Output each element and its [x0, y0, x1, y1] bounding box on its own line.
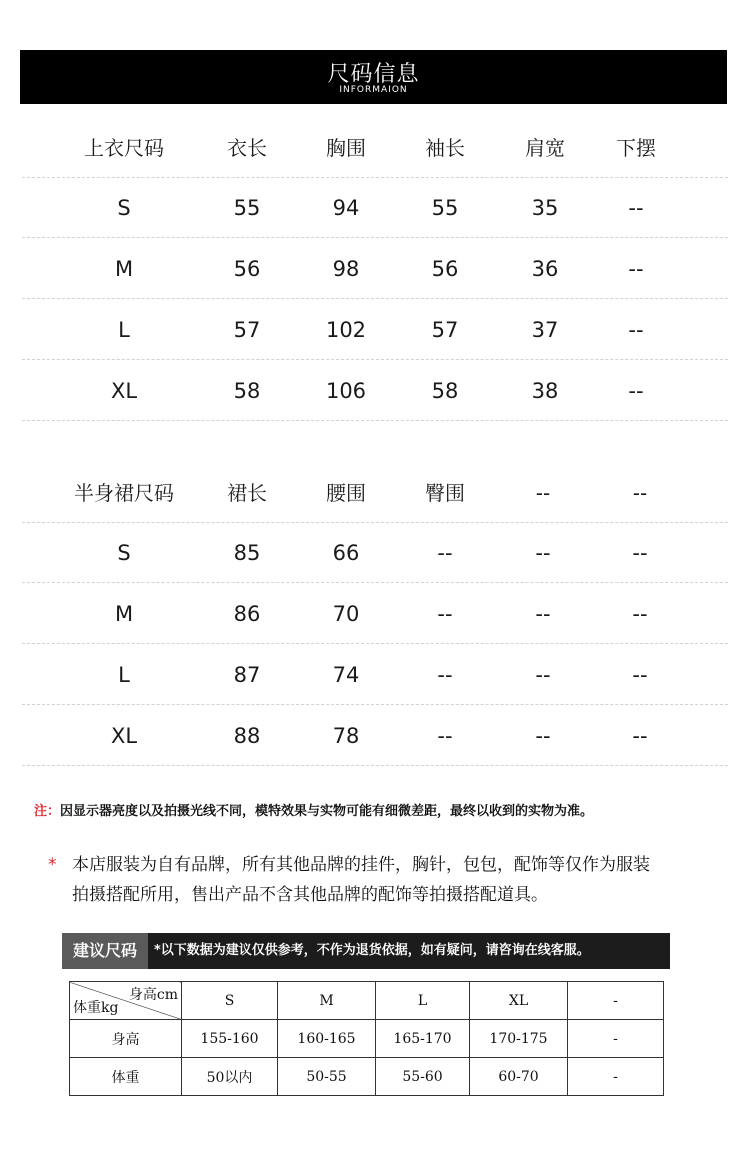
table-cell: --: [437, 602, 453, 626]
table-cell: --: [535, 724, 551, 748]
table-cell: 94: [332, 196, 360, 220]
size-header-cell: S: [182, 982, 278, 1020]
table-cell: L: [118, 663, 130, 687]
table-cell: -: [568, 1058, 664, 1096]
table-header-row: [22, 118, 728, 178]
table-cell: 55: [431, 196, 459, 220]
table-cell: 160-165: [278, 1020, 376, 1058]
table-cell: 37: [531, 318, 559, 342]
table-cell: 87: [233, 663, 261, 687]
table-row: [22, 706, 728, 766]
table-row: [70, 1058, 664, 1096]
table-cell: --: [628, 379, 644, 403]
table-cell: 170-175: [470, 1020, 568, 1058]
table-header-row: [22, 463, 728, 523]
table-row: [22, 645, 728, 705]
size-header-cell: M: [278, 982, 376, 1020]
table-row: [22, 523, 728, 583]
table-cell: 88: [233, 724, 261, 748]
header-cell: 臀围: [425, 481, 465, 505]
corner-header-cell: [70, 982, 182, 1020]
header-cell: 下摆: [616, 136, 656, 160]
table-row: [22, 300, 728, 360]
table-cell: M: [114, 257, 134, 281]
header-cell: 胸围: [326, 136, 366, 160]
table-cell: 57: [233, 318, 261, 342]
header-cell: 衣长: [227, 136, 267, 160]
table-cell: --: [535, 602, 551, 626]
note-label: 注：: [34, 804, 61, 819]
header-cell: --: [535, 481, 551, 505]
header-cell: 上衣尺码: [84, 136, 164, 160]
table-cell: --: [437, 663, 453, 687]
size-info-banner: [20, 50, 727, 104]
table-cell: 58: [233, 379, 261, 403]
table-row: [22, 178, 728, 238]
table-cell: 98: [332, 257, 360, 281]
table-cell: 57: [431, 318, 459, 342]
table-cell: 55: [233, 196, 261, 220]
size-header-cell: L: [376, 982, 470, 1020]
table-cell: XL: [110, 724, 138, 748]
table-cell: --: [535, 663, 551, 687]
table-cell: 165-170: [376, 1020, 470, 1058]
recommended-size-label: 建议尺码: [62, 933, 148, 969]
table-cell: --: [628, 257, 644, 281]
recommended-size-table: [69, 981, 664, 1096]
size-header-cell: XL: [470, 982, 568, 1020]
table-cell: M: [114, 602, 134, 626]
table-cell: S: [117, 541, 131, 565]
table-cell: --: [437, 541, 453, 565]
table-cell: 56: [431, 257, 459, 281]
table-cell: 50以内: [182, 1058, 278, 1096]
table-cell: 36: [531, 257, 559, 281]
header-cell: 袖长: [425, 136, 465, 160]
header-cell: 腰围: [326, 481, 366, 505]
table-cell: --: [535, 541, 551, 565]
table-row: [22, 584, 728, 644]
table-cell: 60-70: [470, 1058, 568, 1096]
table-cell: --: [628, 196, 644, 220]
header-cell: 半身裙尺码: [74, 481, 174, 505]
table-cell: 85: [233, 541, 261, 565]
table-cell: 86: [233, 602, 261, 626]
size-header-cell: -: [568, 982, 664, 1020]
table-cell: S: [117, 196, 131, 220]
table-cell: --: [437, 724, 453, 748]
table-cell: --: [632, 541, 648, 565]
banner-subtitle: INFORMAION: [339, 85, 408, 95]
table-row: [70, 982, 664, 1020]
table-cell: L: [118, 318, 130, 342]
table-cell: --: [632, 724, 648, 748]
brand-note-line-1: 本店服装为自有品牌，所有其他品牌的挂件，胸针，包包，配饰等仅作为服装: [72, 855, 650, 875]
table-cell: 66: [332, 541, 360, 565]
table-row: [70, 1020, 664, 1058]
table-cell: -: [568, 1020, 664, 1058]
note-text: 因显示器亮度以及拍摄光线不同，模特效果与实物可能有细微差距，最终以收到的实物为准。: [60, 804, 594, 819]
table-cell: 70: [332, 602, 360, 626]
table-cell: 102: [325, 318, 367, 342]
header-cell: --: [632, 481, 648, 505]
table-cell: 55-60: [376, 1058, 470, 1096]
header-cell: 肩宽: [525, 136, 565, 160]
banner-title: 尺码信息: [327, 62, 420, 87]
table-cell: 155-160: [182, 1020, 278, 1058]
height-unit-label: 身高cm: [128, 987, 178, 1003]
header-cell: 裙长: [227, 481, 267, 505]
table-cell: 56: [233, 257, 261, 281]
table-row: [22, 239, 728, 299]
row-label-cell: 身高: [70, 1020, 182, 1058]
table-row: [22, 361, 728, 421]
row-label-cell: 体重: [70, 1058, 182, 1096]
table-cell: 78: [332, 724, 360, 748]
table-cell: 106: [325, 379, 367, 403]
weight-unit-label: 体重kg: [73, 1000, 119, 1016]
display-disclaimer-note: [34, 800, 593, 819]
table-cell: 58: [431, 379, 459, 403]
brand-note-line-2: 拍摄搭配所用，售出产品不含其他品牌的配饰等拍摄搭配道具。: [72, 885, 548, 905]
table-cell: --: [632, 663, 648, 687]
table-cell: 38: [531, 379, 559, 403]
table-cell: --: [632, 602, 648, 626]
recommended-size-bar: [62, 933, 670, 969]
table-cell: 50-55: [278, 1058, 376, 1096]
table-cell: 35: [531, 196, 559, 220]
recommended-size-disclaimer: *以下数据为建议仅供参考，不作为退货依据，如有疑问，请咨询在线客服。: [154, 943, 590, 958]
asterisk-icon: *: [48, 855, 57, 875]
table-cell: XL: [110, 379, 138, 403]
table-cell: 74: [332, 663, 360, 687]
table-cell: --: [628, 318, 644, 342]
